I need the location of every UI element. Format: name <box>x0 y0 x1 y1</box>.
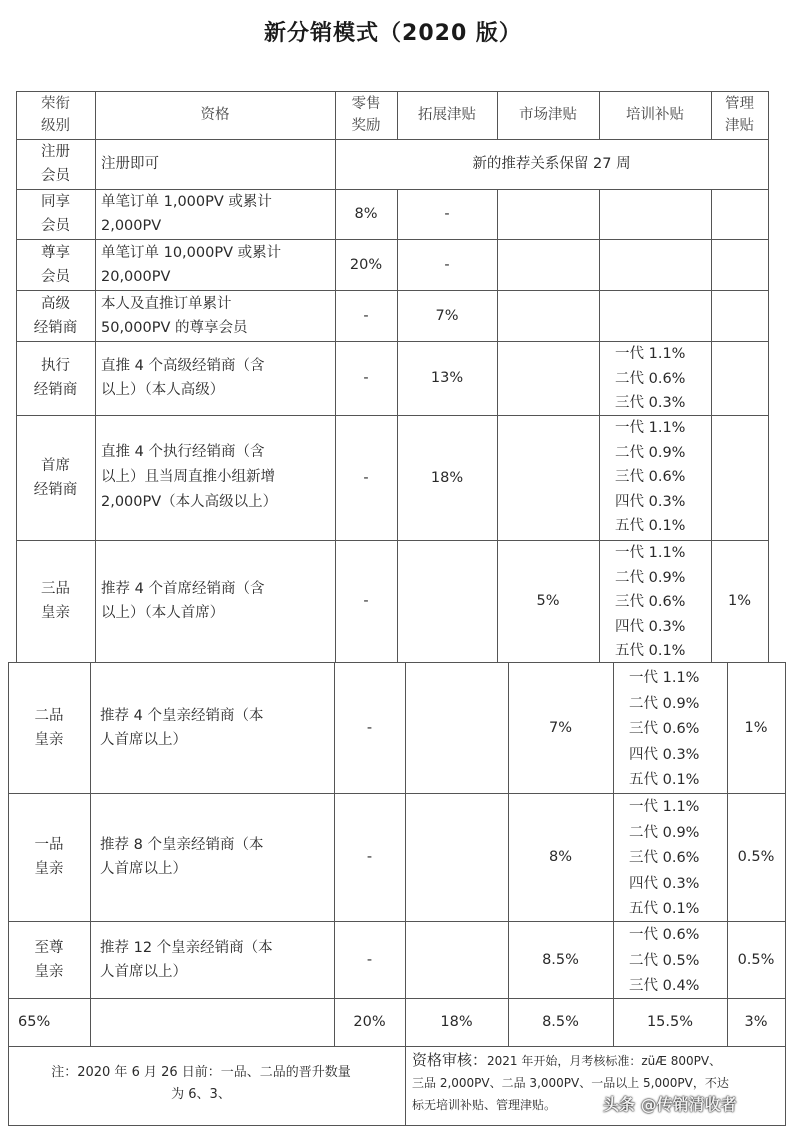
row-expand: - <box>444 256 450 273</box>
row-level: 同享 会员 <box>41 194 70 234</box>
row-level: 三品 皇亲 <box>41 581 70 621</box>
row-qualification: 本人及直推订单累计 50,000PV 的尊享会员 <box>101 295 248 336</box>
row-retail: - <box>366 849 373 865</box>
row-expand: - <box>444 206 450 222</box>
row-qualification: 单笔订单 1,000PV 或累计 2,000PV <box>101 194 272 234</box>
row-qualification: 注册即可 <box>101 156 159 172</box>
header-qualification: 资格 <box>200 107 230 123</box>
row-retail: - <box>366 951 373 968</box>
row-qualification: 推荐 8 个皇亲经销商（本 人首席以上） <box>100 837 264 877</box>
row-qualification: 推荐 4 个首席经销商（含 以上）（本人首席） <box>101 581 265 621</box>
note-right-body: 2021 年开始，月考核标准：züÆ 800PV、 三品 2,000PV、二品 3,000PV、一品以上 5,000PV，不达 标无培训补贴、管理津贴。 <box>412 1054 729 1112</box>
header-retail: 零售 奖励 <box>351 96 381 134</box>
totals-training: 15.5% <box>646 1014 694 1030</box>
row-management: 1% <box>727 593 751 609</box>
note-right-head: 资格审核： <box>412 1051 488 1069</box>
row-retail: 20% <box>349 256 383 273</box>
row-level: 尊享 会员 <box>41 244 70 285</box>
row-level: 至尊 皇亲 <box>34 939 64 980</box>
row-level: 注册 会员 <box>41 144 70 184</box>
row-retail: - <box>366 719 373 736</box>
totals-management: 3% <box>744 1014 768 1030</box>
row-level: 执行 经销商 <box>33 358 78 398</box>
page-title: 新分销模式（2020 版） <box>264 21 522 46</box>
header-management: 管理 津贴 <box>725 96 754 134</box>
row-market: 5% <box>536 593 560 609</box>
row-expand: 13% <box>430 370 464 386</box>
row-level: 一品 皇亲 <box>34 837 64 877</box>
row-retail: - <box>363 370 369 386</box>
row-qualification: 直推 4 个执行经销商（含 以上）且当周直推小组新增 2,000PV（本人高级以上） <box>101 444 278 510</box>
row-retail: - <box>363 593 369 609</box>
row-level: 首席 经销商 <box>33 457 78 498</box>
row-training: 一代 1.1% 二代 0.9% 三代 0.6% 四代 0.3% 五代 0.1% <box>629 799 700 917</box>
totals-label: 65% <box>18 1014 51 1030</box>
row-expand: 7% <box>435 307 459 324</box>
row-qualification: 单笔订单 10,000PV 或累计 20,000PV <box>101 244 282 285</box>
row-span-note: 新的推荐关系保留 27 周 <box>472 156 631 172</box>
row-retail: - <box>363 469 369 486</box>
row-qualification: 直推 4 个高级经销商（含 以上）（本人高级） <box>101 358 265 398</box>
row-level: 二品 皇亲 <box>34 707 64 748</box>
header-level: 荣衔 级别 <box>41 96 70 134</box>
header-market: 市场津贴 <box>519 107 577 123</box>
totals-market: 8.5% <box>542 1014 579 1030</box>
row-qualification: 推荐 4 个皇亲经销商（本 人首席以上） <box>100 707 264 748</box>
row-qualification: 推荐 12 个皇亲经销商（本 人首席以上） <box>100 939 273 980</box>
row-market: 8% <box>548 849 572 865</box>
totals-expand: 18% <box>440 1014 473 1030</box>
row-expand: 18% <box>430 469 464 486</box>
row-training: 一代 1.1% 二代 0.9% 三代 0.6% 四代 0.3% 五代 0.1% <box>615 420 686 535</box>
row-market: 7% <box>548 719 572 736</box>
header-training: 培训补贴 <box>626 107 684 123</box>
totals-retail: 20% <box>353 1014 386 1030</box>
row-training: 一代 1.1% 二代 0.6% 三代 0.3% <box>615 346 686 412</box>
row-retail: 8% <box>354 206 378 222</box>
row-management: 1% <box>744 719 768 736</box>
row-retail: - <box>363 307 369 324</box>
note-left: 注：2020 年 6 月 26 日前：一品、二品的晋升数量 为 6、3、 <box>51 1065 351 1102</box>
row-market: 8.5% <box>542 951 579 968</box>
row-management: 0.5% <box>737 951 775 968</box>
row-management: 0.5% <box>737 849 775 865</box>
row-training: 一代 1.1% 二代 0.9% 三代 0.6% 四代 0.3% 五代 0.1% <box>615 545 686 660</box>
row-training: 一代 0.6% 二代 0.5% 三代 0.4% <box>629 927 700 994</box>
watermark: 头条 @传销清收者 <box>603 1095 737 1114</box>
row-level: 高级 经销商 <box>33 295 78 336</box>
header-expand: 拓展津贴 <box>418 107 476 123</box>
row-training: 一代 1.1% 二代 0.9% 三代 0.6% 四代 0.3% 五代 0.1% <box>629 670 700 788</box>
